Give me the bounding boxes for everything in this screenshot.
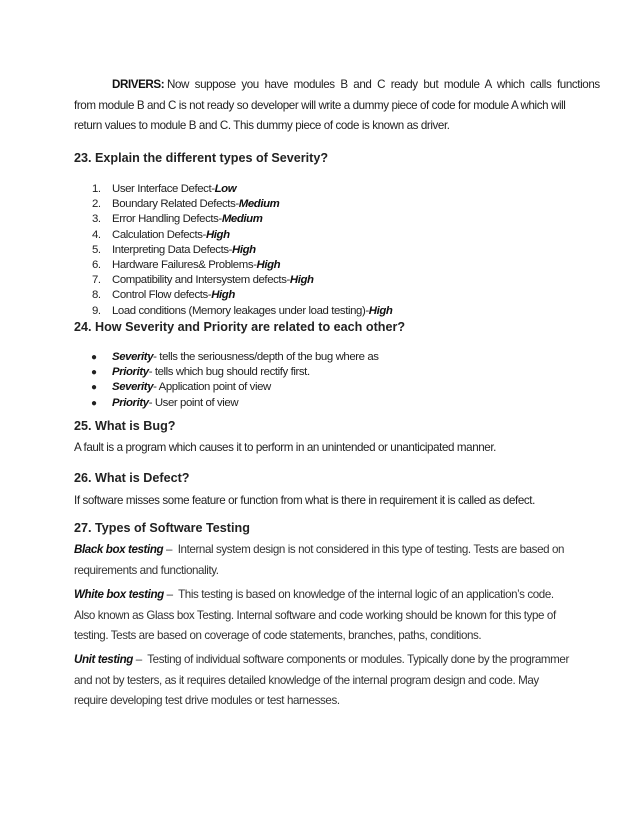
severity-item-text: User Interface Defect- xyxy=(112,183,215,195)
white-box-line-1 xyxy=(74,585,564,606)
severity-list-item xyxy=(74,258,392,273)
black-box-line-2: requirements and functionality. xyxy=(74,563,219,577)
white-box-paragraph xyxy=(74,585,564,647)
severity-item-text: Load conditions (Memory leakages under load testing)- xyxy=(112,304,369,317)
bullet-term: Severity xyxy=(112,381,154,394)
list-number: 7. xyxy=(92,274,101,287)
bullet-list-item xyxy=(74,396,379,411)
q26-body: If software misses some feature or function from what is there in requirement it is called as defect. xyxy=(74,494,535,507)
q25-heading: 25. What is Bug? xyxy=(74,419,176,433)
unit-testing-line-3: require developing test drive modules or test harnesses. xyxy=(74,694,340,707)
severity-level: High xyxy=(211,289,235,302)
bullet-term: Priority xyxy=(112,396,149,409)
list-number: 3. xyxy=(92,213,101,226)
bullet-text: - tells which bug should rectify first. xyxy=(148,366,310,379)
severity-item-text: Hardware Failures& Problems- xyxy=(112,258,257,271)
severity-list-item xyxy=(74,228,392,243)
unit-testing-term: Unit testing xyxy=(74,653,133,666)
severity-level: High xyxy=(205,228,230,241)
severity-list-item xyxy=(74,243,392,258)
bullet-icon: ● xyxy=(91,352,97,363)
white-box-line-3: testing. Tests are based on coverage of code statements, branches, paths, conditions. xyxy=(74,629,482,642)
unit-testing-line-1 xyxy=(74,650,569,671)
severity-item-text: Boundary Related Defects- xyxy=(112,198,239,211)
bullet-text: - tells the seriousness/depth of the bug where as xyxy=(153,351,379,363)
list-number: 2. xyxy=(92,198,101,211)
severity-list-item xyxy=(74,273,392,288)
severity-list xyxy=(74,182,392,319)
severity-list-item xyxy=(74,212,392,227)
severity-item-text: Compatibility and Intersystem defects- xyxy=(112,274,290,287)
list-number: 5. xyxy=(92,243,101,256)
q27-heading: 27. Types of Software Testing xyxy=(74,521,250,535)
drivers-label: DRIVERS: xyxy=(112,78,165,91)
severity-list-item xyxy=(74,182,392,197)
q24-heading: 24. How Severity and Priority are related to each other? xyxy=(74,320,406,334)
bullet-text: - User point of view xyxy=(148,396,239,409)
severity-list-item xyxy=(74,288,392,303)
bullet-term: Severity xyxy=(112,351,154,363)
q23-heading: 23. Explain the different types of Severity? xyxy=(74,151,329,165)
severity-list-item xyxy=(74,304,392,319)
drivers-paragraph xyxy=(74,75,600,137)
list-number: 8. xyxy=(92,289,101,302)
severity-item-text: Interpreting Data Defects- xyxy=(112,243,233,256)
white-box-term: White box testing xyxy=(74,588,164,601)
drivers-line-1 xyxy=(74,75,600,96)
bullet-list-item xyxy=(74,365,379,380)
severity-level: Medium xyxy=(221,213,263,226)
bullet-icon: ● xyxy=(91,367,97,379)
black-box-term: Black box testing xyxy=(74,543,164,556)
severity-item-text: Error Handling Defects- xyxy=(112,213,222,226)
severity-level: High xyxy=(368,304,393,317)
drivers-text-1: Now suppose you have modules B and C ready but module A which calls functions xyxy=(167,78,600,91)
white-box-line-2: Also known as Glass box Testing. Internal software and code working should be known for this type of xyxy=(74,608,556,622)
severity-list-item xyxy=(74,197,392,212)
unit-testing-paragraph xyxy=(74,650,569,712)
white-box-text-1: – This testing is based on knowledge of the internal logic of an application’s code. xyxy=(163,588,554,601)
list-number: 1. xyxy=(92,183,101,195)
list-number: 9. xyxy=(92,304,101,317)
bullet-text: - Application point of view xyxy=(153,381,271,394)
list-number: 4. xyxy=(92,228,101,241)
black-box-text-1: – Internal system design is not considered in this type of testing. Tests are based on xyxy=(163,543,565,556)
severity-level: Low xyxy=(214,183,237,195)
bullet-icon: ● xyxy=(91,397,97,409)
severity-item-text: Control Flow defects- xyxy=(112,289,212,302)
q25-body: A fault is a program which causes it to perform in an unintended or unanticipated manner. xyxy=(74,441,496,454)
severity-level: High xyxy=(232,243,256,256)
list-number: 6. xyxy=(92,258,101,271)
bullet-list-item xyxy=(74,380,379,395)
severity-level: High xyxy=(289,274,314,287)
black-box-line-1 xyxy=(74,540,564,561)
bullet-list-item xyxy=(74,350,379,365)
drivers-line-2: from module B and C is not ready so developer will write a dummy piece of code for module A which will xyxy=(74,98,566,112)
unit-testing-text-1: – Testing of individual software components or modules. Typically done by the programmer xyxy=(132,653,569,666)
severity-item-text: Calculation Defects- xyxy=(112,228,206,241)
severity-level: Medium xyxy=(238,198,280,211)
unit-testing-line-2: and not by testers, as it requires detailed knowledge of the internal program design and code. May xyxy=(74,673,539,687)
black-box-paragraph xyxy=(74,540,564,581)
severity-priority-list xyxy=(74,350,379,411)
bullet-icon: ● xyxy=(91,382,97,394)
q26-heading: 26. What is Defect? xyxy=(74,471,190,485)
severity-level: High xyxy=(256,258,281,271)
bullet-term: Priority xyxy=(112,366,149,379)
drivers-line-3: return values to module B and C. This dummy piece of code is known as driver. xyxy=(74,119,450,132)
